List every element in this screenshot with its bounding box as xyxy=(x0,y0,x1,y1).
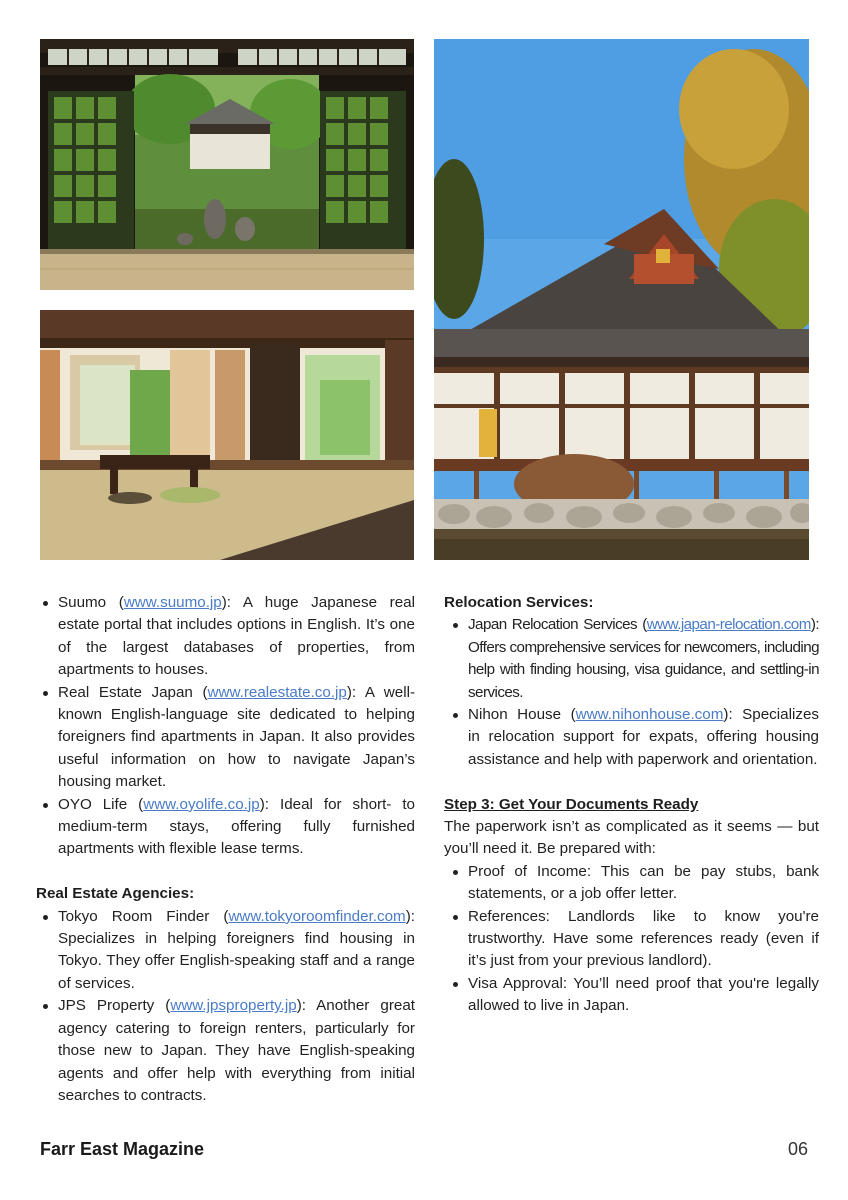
link-oyolife[interactable]: www.oyolife.co.jp xyxy=(143,795,260,813)
link-tokyoroomfinder[interactable]: www.tokyoroomfinder.com xyxy=(228,907,406,925)
photo-tatami-garden-view xyxy=(40,39,414,290)
list-item-tokyo-room-finder: Tokyo Room Finder (www.tokyoroomfinder.com): Specializes in helping foreigners find housing in Tokyo. They offer English-speaking staff and a range of services. xyxy=(36,906,415,996)
link-nihonhouse[interactable]: www.nihonhouse.com xyxy=(575,706,724,724)
documents-list xyxy=(444,861,819,1018)
magazine-title: Farr East Magazine xyxy=(40,1139,205,1159)
link-suumo[interactable]: www.suumo.jp xyxy=(123,594,222,611)
step3-heading: Step 3: Get Your Documents Ready xyxy=(444,795,699,813)
left-column xyxy=(36,592,415,1107)
relocation-heading: Relocation Services: xyxy=(444,594,594,611)
list-item-real-estate-japan: Real Estate Japan (www.realestate.co.jp): A well-known English-language site dedicated to helping foreigners find apartments in Japan. It also provides useful information on how to navigate Japan’s housing market. xyxy=(36,682,415,794)
list-item-proof-of-income: Proof of Income: This can be pay stubs, bank statements, or a job offer letter. xyxy=(444,861,819,906)
list-item-nihon-house: Nihon House (www.nihonhouse.com): Specializes in relocation support for expats, offering housing assistance and help with paperwork and orientation. xyxy=(444,704,819,771)
relocation-list xyxy=(444,614,819,771)
list-item-suumo: Suumo (www.suumo.jp): A huge Japanese real estate portal that includes options in English. It’s one of the largest databases of properties, from apartments to houses. xyxy=(36,592,415,682)
list-item-japan-relocation: Japan Relocation Services (www.japan-relocation.com): Offers comprehensive services for newcomers, including help with finding housing, visa guidance, and settling-in services. xyxy=(444,614,819,704)
link-japan-relocation[interactable]: www.japan-relocation.com xyxy=(646,616,811,634)
list-item-visa-approval: Visa Approval: You’ll need proof that you're legally allowed to live in Japan. xyxy=(444,973,819,1018)
page-number: 06 xyxy=(787,1139,808,1159)
step3-intro: The paperwork isn’t as complicated as it seems — but you’ll need it. Be prepared with: xyxy=(444,818,819,858)
list-item-oyo-life: OYO Life (www.oyolife.co.jp): Ideal for short- to medium-term stays, offering fully furnished apartments with flexible lease terms. xyxy=(36,794,415,861)
agencies-list xyxy=(36,906,415,1108)
list-item-references: References: Landlords like to know you're trustworthy. Have some references ready (even if it’s just from your previous landlord). xyxy=(444,906,819,973)
link-realestate[interactable]: www.realestate.co.jp xyxy=(207,683,347,701)
link-jpsproperty[interactable]: www.jpsproperty.jp xyxy=(170,997,297,1015)
list-item-jps-property: JPS Property (www.jpsproperty.jp): Another great agency catering to foreign renters, particularly for those new to Japan. They have English-speaking agents and offer help with everything from initial searches to contracts. xyxy=(36,995,415,1107)
photo-tatami-living-room xyxy=(40,310,414,560)
agencies-heading: Real Estate Agencies: xyxy=(36,885,195,903)
photo-temple-pond xyxy=(434,39,809,560)
right-column xyxy=(444,592,819,1018)
housing-portals-list xyxy=(36,592,415,861)
